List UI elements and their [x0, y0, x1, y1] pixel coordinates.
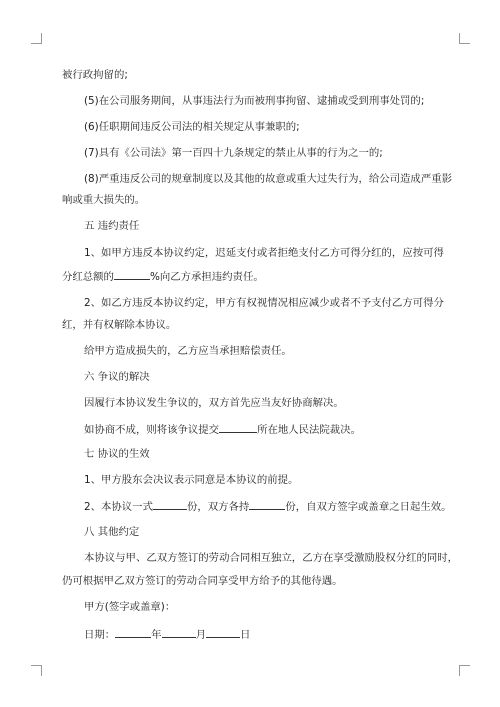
fill-blank[interactable]: [249, 499, 285, 510]
text-line: 给甲方造成损失的，乙方应当承担赔偿责任。: [84, 345, 292, 357]
month-label: 月: [195, 629, 206, 641]
month-blank[interactable]: [162, 627, 196, 638]
section-heading: 六 争议的解决: [84, 371, 150, 383]
text-line: (5)在公司服务期间，从事违法行为而被刑事拘留、逮捕或受到刑事处罚的;: [84, 95, 425, 107]
date-line: [84, 627, 250, 642]
day-blank[interactable]: [206, 627, 240, 638]
text-run: 份，双方各持: [186, 501, 250, 513]
crop-mark-top-left: [31, 33, 42, 44]
text-run: 分红总额的: [62, 271, 114, 283]
text-line: [84, 499, 452, 514]
text-run: %向乙方承担违约责任。: [149, 271, 264, 283]
text-line: (8)严重违反公司的规章制度以及其他的故意或重大过失行为，给公司造成严重影: [84, 173, 452, 185]
fill-blank[interactable]: [153, 499, 187, 510]
crop-mark-top-right: [459, 33, 470, 44]
text-line: 1、甲方股东会决议表示同意是本协议的前提。: [84, 474, 299, 486]
text-line: (7)具有《公司法》第一百四十九条规定的禁止从事的行为之一的;: [84, 147, 383, 159]
text-line: [84, 422, 361, 437]
fill-blank[interactable]: [219, 422, 257, 433]
text-line: 1、如甲方违反本协议约定，迟延支付或者拒绝支付乙方可得分红的，应按可得: [84, 247, 444, 259]
text-line: 本协议与甲、乙双方签订的劳动合同相互独立，乙方在享受激励股权分红的同时，: [84, 552, 459, 564]
text-run: 所在地人民法院裁决。: [257, 424, 361, 436]
text-run: 2、本协议一式: [84, 501, 153, 513]
text-run: 如协商不成，则将该争议提交: [84, 424, 220, 436]
crop-mark-bottom-right: [459, 665, 470, 676]
year-blank[interactable]: [115, 627, 151, 638]
year-label: 年: [151, 629, 162, 641]
section-heading: 八 其他约定: [84, 526, 140, 538]
text-line: 响或重大损失的。: [62, 194, 146, 206]
day-label: 日: [239, 629, 251, 641]
text-line: [62, 269, 264, 284]
signature-label: 甲方(签字或盖章)：: [84, 601, 176, 613]
text-line: (6)任职期间违反公司法的相关规定从事兼职的;: [84, 121, 300, 133]
date-label: 日期：: [84, 629, 116, 641]
fill-blank[interactable]: [114, 269, 150, 280]
section-heading: 七 协议的生效: [84, 448, 150, 460]
text-line: 因履行本协议发生争议的，双方首先应当友好协商解决。: [84, 397, 344, 409]
text-line: 被行政拘留的;: [62, 69, 128, 81]
text-line: 2、如乙方违反本协议约定，甲方有权视情况相应减少或者不予支付乙方可得分: [84, 297, 444, 309]
crop-mark-bottom-left: [31, 665, 42, 676]
section-heading: 五 违约责任: [84, 220, 140, 232]
text-run: 份，自双方签字或盖章之日起生效。: [285, 501, 452, 513]
text-line: 红，并有权解除本协议。: [62, 319, 177, 331]
text-line: 仍可根据甲乙双方签订的劳动合同享受甲方给予的其他待遇。: [62, 575, 343, 587]
